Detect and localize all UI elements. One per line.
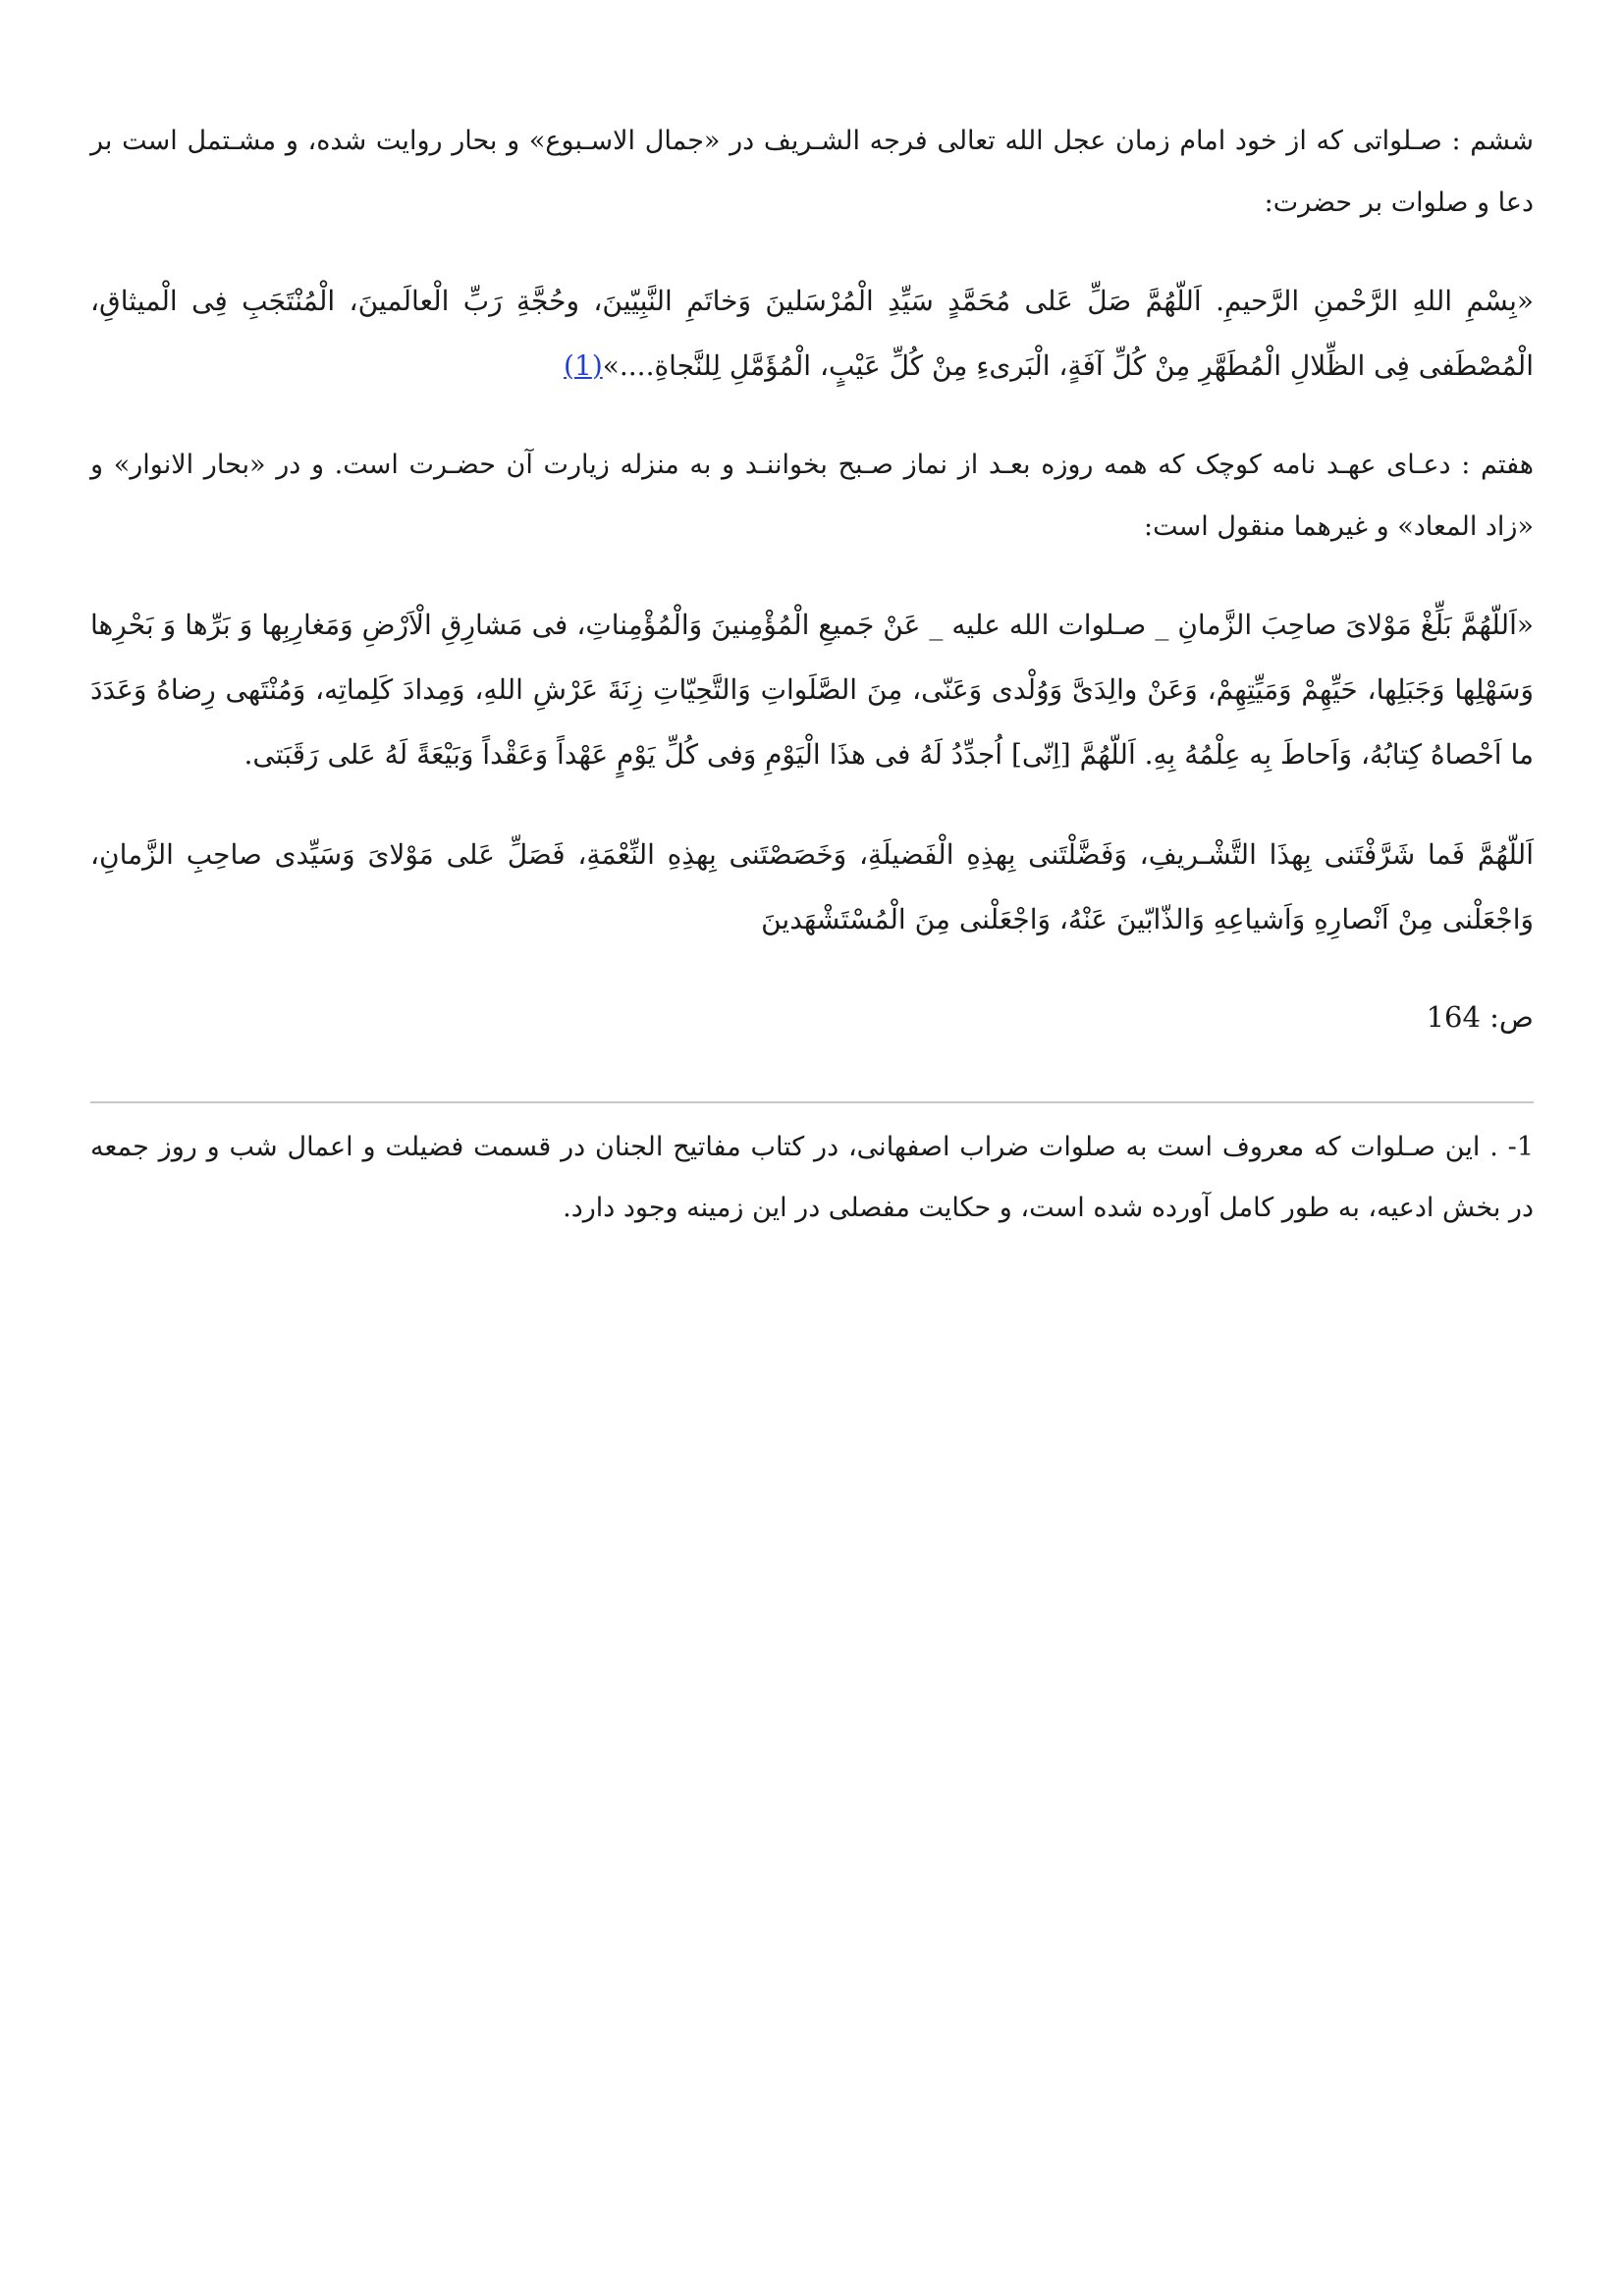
footnote-reference-link[interactable]: (1)	[564, 349, 603, 382]
paragraph-sixth-intro: ششم : صـلواتی که از خود امام زمان عجل الله تعالی فرجه الشـریف در «جمال الاسـبوع» و بحار روایت شده، و مشـتمل است بر دعا و صلوات بر حضرت:	[90, 126, 1534, 218]
footnote-divider	[90, 1101, 1534, 1103]
paragraph-ahd-prayer-part2: اَللّهُمَّ فَما شَرَّفْتَنی بِهذَا التَّشْـریفِ، وَفَضَّلْتَنی بِهذِهِ الْفَضیلَةِ، وَخَصَصْتَنی بِهذِهِ النِّعْمَةِ، فَصَلِّ عَلی مَوْلایَ وَسَیِّدی صاحِبِ الزَّمانِ، وَاجْعَلْنی مِنْ اَنْصارِهِ وَاَشیاعِهِ وَالذّابّینَ عَنْهُ، وَاجْعَلْنی مِنَ الْمُسْتَشْهَدینَ	[90, 838, 1534, 935]
paragraph-ahd-prayer-part1: «اَللّهُمَّ بَلِّغْ مَوْلایَ صاحِبَ الزَّمانِ _ صـلوات الله علیه _ عَنْ جَمیعِ الْمُؤْمِنینَ وَالْمُؤْمِناتِ، فی مَشارِقِ الْاَرْضِ وَمَغارِبِها وَ بَرِّها وَ بَحْرِها وَسَهْلِها وَجَبَلِها، حَیِّهِمْ وَمَیِّتِهِمْ، وَعَنْ والِدَیَّ وَوُلْدی وَعَنّی، مِنَ الصَّلَواتِ وَالتَّحِیّاتِ زِنَةَ عَرْشِ اللهِ، وَمِدادَ کَلِماتِه، وَمُنْتَهی رِضاهُ وَعَدَدَ ما اَحْصاهُ کِتابُهُ، وَاَحاطَ بِه عِلْمُهُ بِهِ. اَللّهُمَّ [اِنّی] اُجدِّدُ لَهُ فی هذَا الْیَوْمِ وَفی کُلِّ یَوْمٍ عَهْداً وَعَقْداً وَبَیْعَةً لَهُ عَلی رَقَبَتی.	[90, 609, 1534, 771]
footnotes-section	[90, 1117, 1534, 1239]
paragraph-seventh-intro: هفتم : دعـای عهـد نامه کوچک که همه روزه بعـد از نماز صـبح بخواننـد و به منزله زیارت آن حضـرت است. و در «بحار الانوار» و «زاد المعاد» و غیرهما منقول است:	[90, 450, 1534, 542]
page-body	[90, 110, 1534, 1086]
page-number: ص: 164	[1426, 1000, 1534, 1034]
salawat-prayer-text: «بِسْمِ اللهِ الرَّحْمنِ الرَّحیمِ. اَللّهُمَّ صَلِّ عَلی مُحَمَّدٍ سَیِّدِ الْمُرْسَلینَ وَخاتَمِ النَّبِیّینَ، وحُجَّةِ رَبِّ الْعالَمینَ، الْمُنْتَجَبِ فِی الْمیثاقِ، الْمُصْطَفی فِی الظِّلالِ الْمُطَهَّرِ مِنْ کُلِّ آفَةٍ، الْبَریءِ مِنْ کُلِّ عَیْبٍ، الْمُؤَمَّلِ لِلنَّجاةِ....»	[90, 285, 1534, 382]
paragraph-salawat-prayer	[90, 269, 1534, 399]
footnote-1: 1- . این صـلوات که معروف است به صلوات ضراب اصفهانی، در کتاب مفاتیح الجنان در قسمت فضیلت و اعمال شب و روز جمعه در بخش ادعیه، به طور کامل آورده شده است، و حکایت مفصلی در این زمینه وجود دارد.	[90, 1132, 1534, 1223]
